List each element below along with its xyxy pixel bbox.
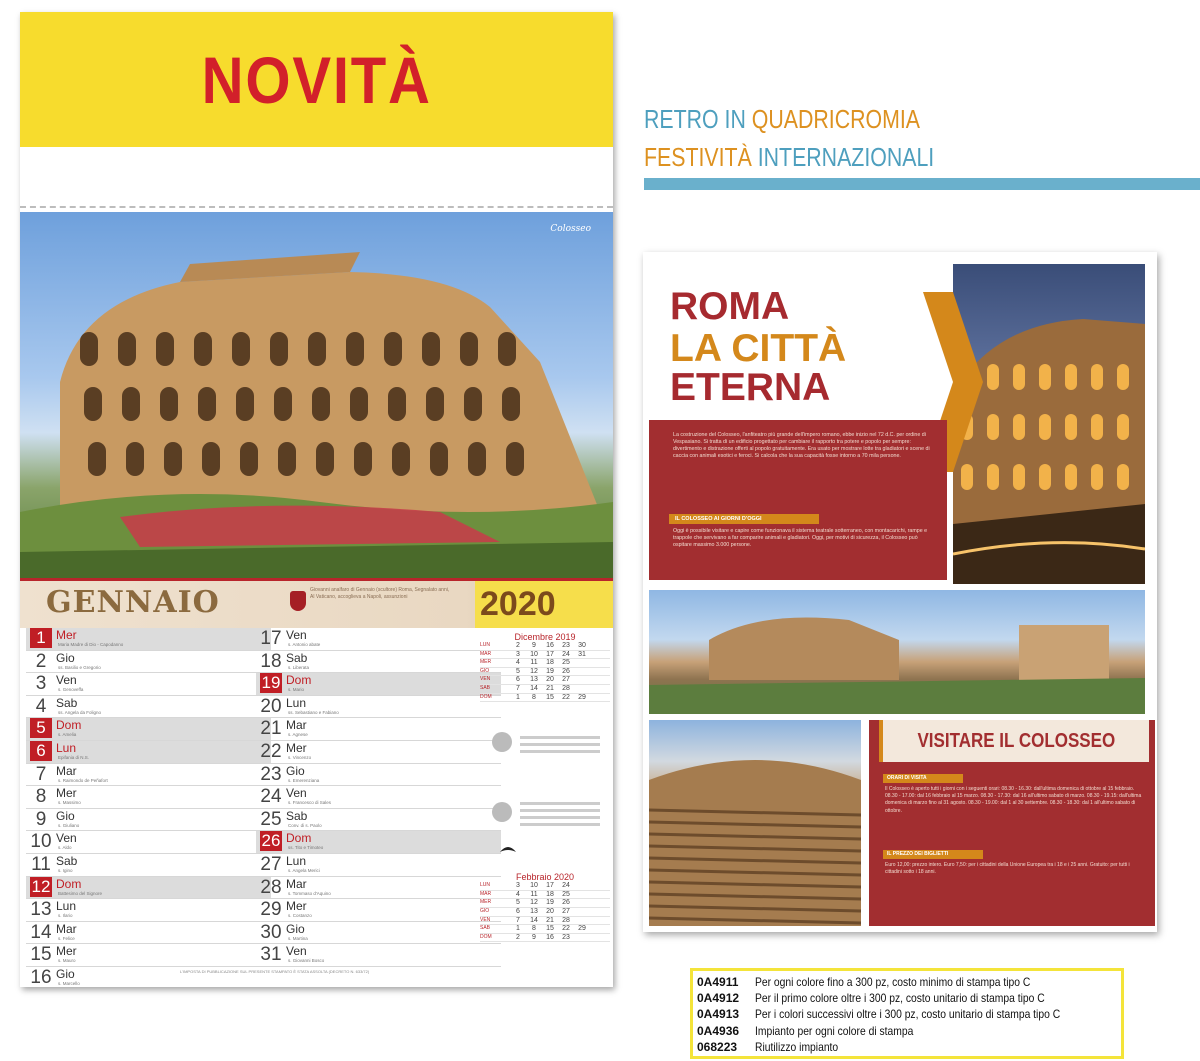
mini-date: 28 (562, 916, 570, 924)
day-row (256, 809, 501, 832)
code-description: Riutilizzo impianto (755, 1039, 839, 1054)
day-saint: s. Aldo (58, 845, 72, 851)
day-name: Mar (56, 921, 77, 936)
mini-row (480, 934, 610, 943)
mini-row (480, 908, 610, 917)
colosseum-illustration (20, 212, 613, 580)
day-saint: Maria Madre di Dio - Capodanno (58, 642, 124, 647)
mini-weekday: LUN (480, 882, 491, 889)
mini-row (480, 651, 610, 660)
mini-weekday: MAR (480, 650, 492, 657)
days-column-2 (256, 628, 501, 967)
month-name: GENNAIO (46, 585, 220, 620)
mini-date: 9 (532, 642, 536, 649)
day-row (256, 718, 501, 741)
mini-row (480, 891, 610, 900)
mini-date: 16 (546, 642, 554, 649)
day-name: Dom (286, 673, 312, 688)
mini-weekday: VEN (480, 916, 491, 923)
mini-date: 20 (546, 676, 554, 684)
day-row (26, 877, 271, 900)
day-number: 5 (30, 718, 52, 738)
heading-2-part-b: INTERNAZIONALI (757, 142, 935, 172)
days-column-1 (26, 628, 271, 987)
mini-date: 29 (578, 925, 586, 933)
day-number: 2 (35, 650, 47, 672)
day-name: Dom (56, 718, 82, 733)
day-saint: s. Mauro (58, 958, 76, 964)
visit-banner (879, 720, 1149, 762)
arena-interior-photo (649, 720, 861, 926)
day-saint: s. Massimo (58, 800, 81, 806)
day-row (256, 651, 501, 674)
mini-date: 2 (516, 933, 520, 941)
back-flyer (643, 252, 1157, 932)
mini-date: 12 (530, 899, 538, 907)
day-number: 26 (261, 831, 281, 851)
december-title: Dicembre 2019 (514, 632, 576, 642)
day-name: Lun (56, 899, 77, 914)
day-row (26, 831, 271, 854)
february-title: Febbraio 2020 (515, 872, 575, 883)
product-code: 068223 (697, 1039, 738, 1054)
day-row (26, 651, 271, 674)
mini-date: 25 (562, 659, 570, 667)
mini-date: 31 (578, 650, 586, 658)
day-row (256, 831, 501, 854)
day-name: Ven (56, 673, 77, 688)
day-saint: s. Antonio abate (288, 642, 321, 647)
month-notes: Giovanni analfaro di Gennaio (scultore) Roma, Segnalato anni, Al Vaticano, accoglieva a Napoli, assunzioni (310, 587, 450, 600)
mini-weekday: VEN (480, 676, 491, 683)
mini-row (480, 899, 610, 908)
day-name: Mar (286, 876, 307, 891)
day-number: 11 (31, 853, 51, 875)
day-name: Ven (286, 944, 307, 959)
day-row (256, 944, 501, 967)
day-saint: s. Costanzo (288, 913, 312, 919)
day-name: Lun (286, 695, 307, 710)
day-row (256, 673, 501, 696)
day-number: 17 (260, 628, 282, 649)
mini-date: 28 (562, 684, 570, 692)
day-number: 25 (260, 808, 282, 830)
mini-calendars (480, 632, 610, 942)
mini-date: 15 (546, 693, 554, 701)
day-name: Mer (56, 628, 77, 642)
day-saint: ss. Tito e Timoteo (288, 845, 324, 851)
day-saint: s. Raimondo de Peñafort (58, 777, 108, 783)
mini-date: 11 (530, 659, 538, 667)
mini-date: 4 (516, 890, 520, 898)
day-saint: s. Emerenziana (288, 777, 320, 783)
mini-row (480, 694, 610, 703)
day-saint: s. Liberata (288, 664, 310, 670)
day-number: 8 (35, 786, 47, 808)
day-number: 28 (260, 876, 282, 898)
flyer-title-citta: LA CITTÀ (670, 327, 847, 370)
day-name: Dom (286, 831, 312, 846)
day-number: 1 (30, 628, 52, 648)
day-saint: Epifania di N.S. (58, 754, 90, 760)
day-number: 13 (30, 899, 52, 921)
day-saint: s. Ilario (58, 913, 73, 919)
history-text: La costruzione del Colosseo, l'anfiteatro più grande dell'impero romano, ebbe inizio nel 72 d.C. per ordine di Vespasiano. Si tratta di un edificio progettato per cambiare il rapporto tra potere e popolo per sempre: divertimento e distrazione offerti al popolo gratuitamente. Era usato per mostrare lotte tra gladiatori e scene di caccia con animali esotici e feroci. Si calcola che la sua capacità fosse intorno a 70 mila persone. (673, 432, 930, 459)
product-code: 0A4936 (697, 1023, 740, 1038)
day-number: 30 (260, 921, 282, 943)
today-text: Oggi è possibile visitare e capire come funzionava il sistema teatrale sotterraneo, con montacarichi, rampe e trappole che servivano a far comparire animali e gladiatori. Oggi, per motivi di sicurezza, il Colosseo può ospitare massimo 3.000 persone. (673, 528, 928, 548)
photo-caption: Colosseo (550, 224, 591, 234)
day-saint: s. Francesco di Sales (288, 800, 332, 806)
day-saint: s. Tommaso d'Aquino (288, 890, 331, 896)
mini-weekday: GIO (480, 667, 490, 674)
mini-date: 1 (516, 693, 520, 701)
day-number: 23 (260, 763, 282, 785)
novita-banner (20, 12, 613, 147)
mini-date: 13 (530, 676, 538, 684)
divider-bar (644, 178, 1200, 190)
mini-weekday: SAB (480, 684, 491, 691)
day-row (26, 922, 271, 945)
day-name: Gio (56, 808, 75, 823)
code-row (697, 990, 1117, 1006)
visit-title: VISITARE IL COLOSSEO (917, 729, 1115, 752)
mini-date: 19 (546, 667, 554, 675)
mini-date: 26 (562, 899, 570, 907)
mini-date: 7 (516, 916, 520, 924)
heading-1-part-b: QUADRICROMIA (751, 104, 920, 134)
day-row (26, 809, 271, 832)
mini-date: 5 (516, 667, 520, 675)
day-row (256, 696, 501, 719)
day-saint: s. Angela Merici (288, 867, 320, 873)
hours-label: ORARI DI VISITA (883, 774, 963, 783)
mini-date: 29 (578, 693, 586, 701)
mini-row (480, 917, 610, 926)
price-text: Euro 12,00: prezzo intero. Euro 7,50: per i cittadini della Unione Europea tra i 18 e i 25 anni. Gratuito: per tutti i cittadini sotto i 18 anni. (885, 862, 1130, 876)
sun-moon-info (480, 702, 610, 872)
flyer-title-eterna: ETERNA (670, 366, 831, 409)
day-row (26, 718, 271, 741)
code-description: Impianto per ogni colore di stampa (755, 1023, 914, 1038)
day-name: Gio (56, 650, 75, 665)
mini-date: 10 (530, 882, 538, 890)
mini-date: 16 (546, 933, 554, 941)
day-number: 14 (30, 921, 52, 943)
mini-weekday: DOM (480, 933, 492, 940)
day-number: 15 (30, 944, 52, 966)
mini-date: 6 (516, 907, 520, 915)
heading-2-part-a: FESTIVITÀ (644, 142, 758, 172)
flyer-title-roma: ROMA (670, 285, 790, 328)
day-name: Sab (286, 808, 308, 823)
mini-date: 8 (532, 693, 536, 701)
mini-date: 25 (562, 890, 570, 898)
day-name: Mer (56, 786, 77, 801)
today-label: IL COLOSSEO AI GIORNI D'OGGI (669, 514, 819, 524)
day-saint: s. Mario (288, 687, 305, 693)
mini-date: 12 (530, 667, 538, 675)
sun-moon-icon (480, 702, 610, 872)
day-number: 9 (35, 808, 47, 830)
mini-date: 9 (532, 933, 536, 941)
mini-date: 7 (516, 684, 520, 692)
day-saint: s. Giuliano (58, 822, 80, 828)
code-row (697, 1023, 1117, 1039)
mini-date (574, 659, 590, 667)
day-row (256, 786, 501, 809)
heading-line-2 (644, 142, 934, 173)
day-number: 7 (35, 763, 47, 785)
day-saint: Battesimo del Signore (58, 890, 103, 896)
forum-photo (649, 590, 1145, 714)
day-name: Mer (286, 899, 307, 914)
mini-date: 20 (546, 907, 554, 915)
day-row (26, 854, 271, 877)
mini-date: 2 (516, 642, 520, 649)
day-name: Ven (286, 628, 307, 642)
mini-row (480, 676, 610, 685)
day-row (256, 741, 501, 764)
december-grid (480, 642, 610, 702)
mini-weekday: MAR (480, 890, 492, 897)
day-name: Mer (56, 944, 77, 959)
day-saint: s. Martina (288, 935, 308, 941)
mini-date: 24 (562, 882, 570, 890)
day-number: 18 (260, 650, 282, 672)
day-row (26, 764, 271, 787)
mini-date: 17 (546, 882, 554, 890)
mini-date (574, 668, 590, 676)
day-row (26, 628, 271, 651)
day-saint: s. Amelia (58, 732, 77, 738)
perforation-line (20, 206, 613, 208)
mini-date: 23 (562, 642, 570, 649)
product-code: 0A4912 (697, 991, 740, 1006)
mini-date: 5 (516, 899, 520, 907)
product-code: 0A4913 (697, 1007, 740, 1022)
day-number: 3 (35, 673, 47, 695)
mini-weekday: MER (480, 659, 492, 666)
day-name: Lun (56, 740, 77, 755)
mini-date: 23 (562, 933, 570, 941)
mini-weekday: MER (480, 899, 492, 906)
day-name: Gio (286, 763, 305, 778)
day-name: Sab (286, 650, 308, 665)
day-saint: s. Felice (58, 935, 75, 941)
day-name: Lun (286, 853, 307, 868)
day-number: 12 (31, 876, 51, 896)
visit-panel (869, 720, 1155, 926)
mini-date: 14 (530, 684, 538, 692)
mini-row (480, 642, 610, 651)
day-saint: s. Genoveffa (58, 687, 84, 693)
mini-date: 10 (530, 650, 538, 658)
day-number: 29 (260, 899, 282, 921)
forum-illustration (649, 590, 1145, 714)
day-number: 16 (30, 966, 52, 987)
mini-date: 27 (562, 676, 570, 684)
mini-weekday: GIO (480, 907, 490, 914)
mini-date: 30 (578, 642, 586, 649)
day-number: 6 (30, 741, 52, 761)
day-number: 31 (260, 944, 282, 966)
mini-date: 27 (562, 907, 570, 915)
day-row (26, 899, 271, 922)
mini-date (574, 685, 590, 693)
february-grid (480, 882, 610, 942)
month-header (20, 578, 613, 628)
code-row (697, 974, 1117, 990)
mini-row (480, 925, 610, 934)
mini-date: 13 (530, 907, 538, 915)
day-number: 27 (260, 853, 282, 875)
mini-date: 8 (532, 925, 536, 933)
year-label: 2020 (480, 585, 556, 623)
mini-date (574, 676, 590, 684)
price-code-table (690, 968, 1124, 1059)
day-name: Gio (286, 921, 305, 936)
heading-line-1 (644, 104, 920, 135)
day-saint: ss. Sebastiano e Fabiano (288, 709, 339, 715)
day-number: 20 (260, 695, 282, 717)
wall-calendar (20, 12, 613, 987)
day-number: 21 (260, 718, 282, 740)
day-row (26, 741, 271, 764)
day-saint: s. Marcello (58, 980, 80, 986)
mini-weekday: DOM (480, 693, 492, 700)
mini-date: 18 (546, 659, 554, 667)
day-name: Mar (286, 718, 307, 733)
mini-row (480, 668, 610, 677)
heading-1-part-a: RETRO IN (644, 104, 752, 134)
mini-date: 3 (516, 882, 520, 890)
day-number: 19 (261, 673, 281, 693)
code-description: Per i colori successivi oltre i 300 pz, costo unitario di stampa tipo C (755, 1007, 1061, 1022)
day-saint: s. Agnese (288, 732, 308, 738)
day-saint: ss. Basilio e Gregorio (58, 664, 101, 670)
mini-date: 11 (530, 890, 538, 898)
day-row (26, 673, 271, 696)
day-row (256, 899, 501, 922)
day-saint: s. Giovanni Bosco (288, 958, 325, 964)
day-number: 22 (260, 740, 282, 762)
mini-date: 15 (546, 925, 554, 933)
day-name: Dom (56, 876, 82, 891)
code-description: Per ogni colore fino a 300 pz, costo minimo di stampa tipo C (755, 975, 1031, 990)
day-name: Gio (56, 966, 75, 981)
mini-row (480, 659, 610, 668)
day-number: 4 (35, 695, 47, 717)
day-number: 24 (260, 786, 282, 808)
day-saint: Conv. di s. Paolo (288, 822, 322, 828)
mini-date: 22 (562, 925, 570, 933)
mini-date: 6 (516, 676, 520, 684)
colosseum-photo (20, 212, 613, 580)
day-row (26, 786, 271, 809)
mini-date: 19 (546, 899, 554, 907)
arena-illustration (649, 720, 861, 926)
day-name: Mar (56, 763, 77, 778)
code-description: Per il primo colore oltre i 300 pz, costo unitario di stampa tipo C (755, 991, 1045, 1006)
mini-date: 1 (516, 925, 520, 933)
day-row (256, 764, 501, 787)
day-row (256, 922, 501, 945)
mini-date: 18 (546, 890, 554, 898)
history-panel (649, 420, 947, 580)
day-saint: s. Vincenzo (288, 754, 312, 760)
day-name: Ven (56, 831, 77, 846)
mini-weekday: LUN (480, 642, 491, 648)
code-row (697, 1006, 1117, 1022)
banner-title: NOVITÀ (201, 42, 432, 117)
day-name: Sab (56, 853, 78, 868)
day-row (256, 877, 501, 900)
mini-date: 22 (562, 693, 570, 701)
mini-date: 17 (546, 650, 554, 658)
day-row (256, 628, 501, 651)
mini-date: 14 (530, 916, 538, 924)
roma-crest-icon (290, 591, 306, 611)
day-name: Sab (56, 695, 78, 710)
footer-note: L'IMPOSTA DI PUBBLICAZIONE SUL PRESENTE STAMPATO È STATA ASSOLTA (DECRETO N. 633/72) (180, 969, 370, 974)
day-saint: ss. Angela da Foligno (58, 709, 102, 715)
mini-row (480, 882, 610, 891)
mini-date: 3 (516, 650, 520, 658)
mini-date: 4 (516, 659, 520, 667)
day-name: Ven (286, 786, 307, 801)
day-row (256, 854, 501, 877)
mini-date: 21 (546, 684, 554, 692)
day-row (26, 944, 271, 967)
mini-date: 24 (562, 650, 570, 658)
mini-date: 26 (562, 667, 570, 675)
day-name: Mer (286, 740, 307, 755)
product-code: 0A4911 (697, 975, 739, 990)
day-saint: s. Igino (58, 867, 73, 873)
mini-weekday: SAB (480, 925, 491, 932)
code-row (697, 1039, 1117, 1055)
hours-text: Il Colosseo è aperto tutti i giorni con i seguenti orari: 08.30 - 16.30: dall'ultima domenica di ottobre al 15 febbraio. 08.30 - 17.00: dal 16 febbraio al 15 marzo. 08.30 - 17.30: dal 16 all'ultimo sabato di marzo. 08.30 - 19.15: dall'ultima domenica di marzo fino al 31 agosto. 08.30 - 19.00: dal 1 al 30 settembre. 08.30 - 18.30: dal 1 all'ultimo sabato di ottobre. (885, 786, 1142, 814)
mini-date: 21 (546, 916, 554, 924)
day-number: 10 (30, 831, 52, 853)
mini-row (480, 685, 610, 694)
day-row (26, 696, 271, 719)
price-label: IL PREZZO DEI BIGLIETTI (883, 850, 983, 859)
